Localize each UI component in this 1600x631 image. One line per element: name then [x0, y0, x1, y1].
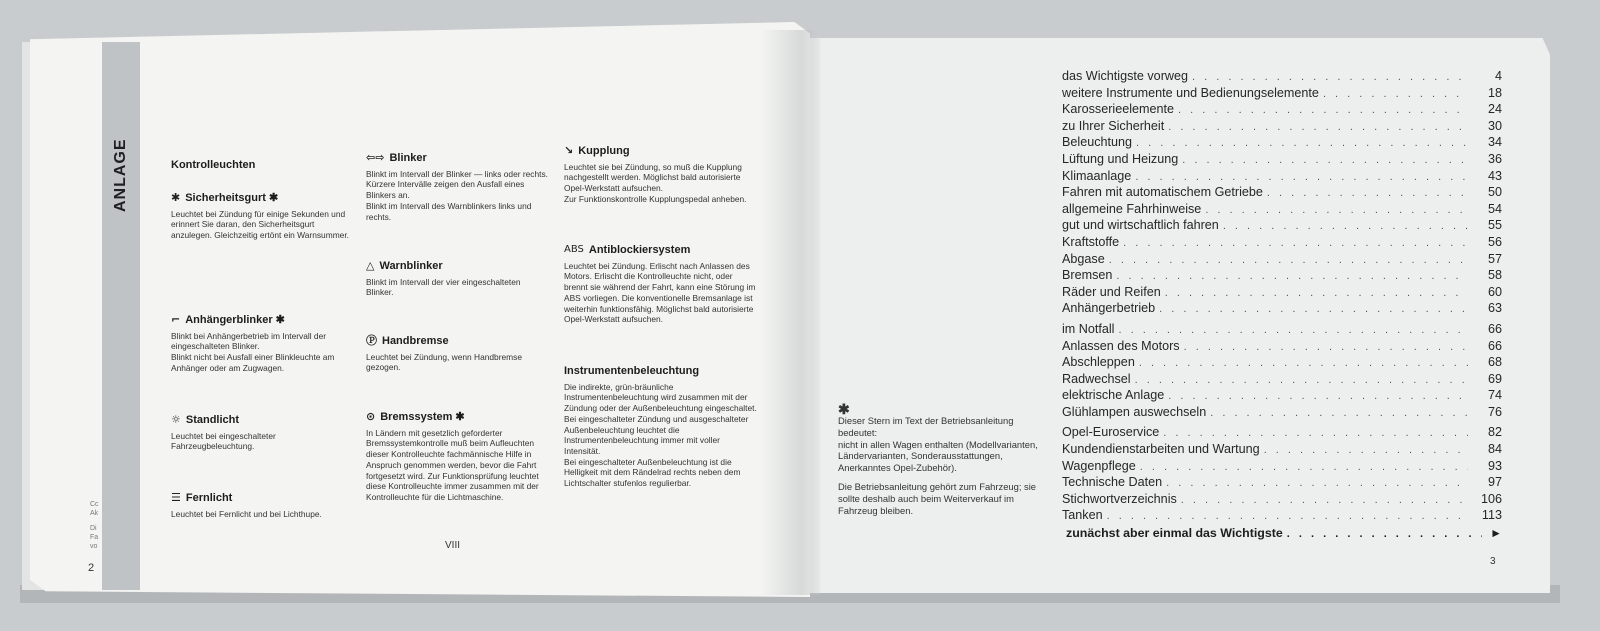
section-antiblockiersystem — [564, 245, 757, 325]
hazard-triangle-icon: △ — [366, 259, 375, 272]
asterisk-note — [838, 403, 1050, 523]
section-text: In Ländern mit gesetzlich geforderter Bremssystemkontrolle muß beim Aufleuchten dieser Kontrolleuchte fachmännische Hilfe in Anspruch genommen werden, bevor die Fahrt fortgesetzt wird. Zur Funktionsprüfung leuchtet diese Kontrolleuchte immer zusammen mit der Kontrolleuchte für die Lichtmaschine. — [366, 427, 539, 502]
parking-light-icon: ☼ — [171, 413, 181, 426]
toc-entry-page: 93 — [1487, 458, 1502, 473]
section-instrumentenbeleuchtung — [564, 366, 757, 489]
toc-entry-title: Karosserieelemente — [1062, 102, 1175, 117]
toc-entry-page: 97 — [1487, 475, 1502, 490]
book-gutter — [760, 30, 820, 595]
section-title: Antiblockiersystem — [588, 244, 691, 256]
toc-entry[interactable] — [1062, 442, 1502, 459]
toc-entry[interactable] — [1062, 119, 1502, 136]
column-2 — [366, 153, 548, 533]
toc-leader-dots — [1118, 324, 1468, 336]
toc-entry[interactable] — [1062, 252, 1502, 269]
toc-entry[interactable] — [1062, 218, 1502, 235]
toc-entry[interactable] — [1062, 69, 1502, 86]
toc-entry-page: 57 — [1487, 251, 1502, 266]
section-title: Anhängerblinker ✱ — [185, 314, 285, 326]
section-title: Warnblinker — [379, 260, 443, 272]
note-text: Dieser Stern im Text der Betriebsanleitung bedeutet: nicht in allen Wagen enthalten (Modellvarianten, Ländervarianten, Sonderausstattungen, Anerkanntes Opel-Zubehör). — [838, 415, 1038, 474]
section-anhaengerblinker — [171, 315, 353, 374]
toc-leader-dots — [1264, 444, 1468, 456]
brake-system-icon: ⊙ — [366, 410, 376, 423]
section-text: Die indirekte, grün-bräunliche Instrumentenbeleuchtung wird zusammen mit der Zündung oder der Außenbeleuchtung eingeschaltet. Bei eingeschalteter Zündung und ausgeschalteter Außenbeleuchtung leuchtet die Instrumentenbeleuchtung immer mit voller Intensität. Bei eingeschalteter Außenbeleuchtung ist die Helligkeit mit dem Rändelrad rechts neben dem Lichtschalter stufenlos regulierbar. — [564, 381, 757, 489]
high-beam-icon: ☰ — [171, 491, 181, 504]
toc-entry-page: 56 — [1487, 234, 1502, 249]
section-tab-label: ANLAGE — [112, 138, 129, 212]
trailer-indicator-icon: ⌐ — [171, 313, 181, 326]
toc-entry-title: zu Ihrer Sicherheit — [1062, 118, 1165, 133]
toc-entry[interactable] — [1062, 235, 1502, 252]
toc-leader-dots — [1135, 171, 1468, 183]
section-handbremse — [366, 336, 548, 373]
column-3 — [564, 146, 757, 536]
toc-entry-page: 55 — [1487, 218, 1502, 233]
toc-leader-dots — [1166, 477, 1468, 489]
toc-entry-title: Glühlampen auswechseln — [1062, 404, 1207, 419]
toc-entry-title: weitere Instrumente und Bedienungselemente — [1062, 85, 1319, 100]
toc-entry-title: allgemeine Fahrhinweise — [1062, 201, 1202, 216]
toc-entry-page: 69 — [1487, 371, 1502, 386]
table-of-contents — [1062, 69, 1502, 525]
toc-entry-page: 106 — [1480, 491, 1502, 506]
toc-entry[interactable] — [1062, 508, 1502, 525]
toc-entry-title: Beleuchtung — [1062, 135, 1133, 150]
toc-entry-title: Räder und Reifen — [1062, 284, 1161, 299]
toc-entry-page: 84 — [1487, 442, 1502, 457]
toc-leader-dots — [1192, 71, 1468, 83]
section-text: Blinkt im Intervall der Blinker — links oder rechts. Kürzere Intervälle zeigen den Ausfall eines Blinkers an. Blinkt im Intervall des Warnblinkers links und rechts. — [366, 168, 548, 222]
toc-entry-page: 74 — [1487, 388, 1502, 403]
note-text: Die Betriebsanleitung gehört zum Fahrzeug; sie sollte deshalb auch beim Weiterverkauf im Fahrzeug bleiben. — [838, 480, 1037, 516]
section-title: Fernlicht — [185, 492, 233, 504]
edge-mark: Ak — [90, 510, 99, 517]
section-text: Leuchtet bei Fernlicht und bei Lichthupe. — [171, 508, 322, 519]
section-standlicht — [171, 415, 353, 452]
toc-entry-page: 54 — [1487, 201, 1502, 216]
section-title: Blinker — [389, 152, 427, 164]
section-blinker — [366, 153, 548, 222]
toc-entry-page: 82 — [1487, 425, 1502, 440]
toc-entry[interactable] — [1062, 268, 1502, 285]
toc-entry-title: Abschleppen — [1062, 355, 1135, 370]
toc-entry[interactable] — [1062, 185, 1502, 202]
toc-entry-title: Wagenpflege — [1062, 458, 1136, 473]
toc-final-entry[interactable] — [1066, 526, 1502, 540]
section-text: Leuchtet bei eingeschalteter Fahrzeugbeleuchtung. — [171, 430, 276, 452]
toc-leader-dots — [1123, 237, 1468, 249]
toc-entry-title: Lüftung und Heizung — [1062, 151, 1179, 166]
toc-entry-page: 36 — [1487, 151, 1502, 166]
section-text: Leuchtet sie bei Zündung, so muß die Kupplung nachgestellt werden. Möglichst bald autorisierte Opel-Werkstatt aufsuchen. Zur Funktionskontrolle Kupplungspedal anheben. — [564, 161, 747, 204]
toc-entry-page: 113 — [1481, 508, 1502, 523]
toc-entry-page: 63 — [1487, 301, 1502, 316]
edge-mark: vo — [90, 543, 98, 550]
toc-leader-dots — [1323, 88, 1468, 100]
toc-entry[interactable] — [1062, 102, 1502, 119]
toc-leader-dots — [1181, 494, 1468, 506]
toc-entry-page: 18 — [1487, 85, 1502, 100]
toc-entry-title: Anlassen des Motors — [1062, 338, 1180, 353]
section-warnblinker — [366, 261, 548, 298]
toc-leader-dots — [1168, 121, 1468, 133]
edge-mark: Fa — [90, 534, 99, 541]
section-text: Blinkt bei Anhängerbetrieb im Intervall der eingeschalteten Blinker. Blinkt nicht bei Ausfall einer Blinkleuchte am Anhänger oder am Zugwagen. — [171, 330, 335, 373]
section-tab-bar — [102, 42, 140, 590]
abs-icon: ABS — [564, 244, 584, 255]
toc-entry-page: 43 — [1487, 168, 1502, 183]
toc-entry[interactable] — [1062, 425, 1502, 442]
toc-entry[interactable] — [1062, 492, 1502, 509]
section-text: Leuchtet bei Zündung für einige Sekunden und erinnert Sie daran, den Sicherheitsgurt anzulegen. Gleichzeitig ertönt ein Warnsummer. — [171, 208, 349, 241]
toc-entry[interactable] — [1062, 475, 1502, 492]
toc-entry-page: 4 — [1494, 69, 1502, 83]
toc-entry-title: Anhängerbetrieb — [1062, 301, 1156, 316]
toc-entry-title: elektrische Anlage — [1062, 388, 1165, 403]
toc-leader-dots — [1168, 390, 1468, 402]
toc-leader-dots — [1210, 407, 1468, 419]
toc-entry[interactable] — [1062, 301, 1502, 318]
toc-entry-title: im Notfall — [1062, 321, 1115, 336]
seatbelt-icon: ✱ — [171, 191, 181, 204]
toc-entry-page: 68 — [1487, 355, 1502, 370]
asterisk-icon: ✱ — [838, 401, 850, 417]
toc-entry[interactable] — [1062, 322, 1502, 339]
toc-leader-dots — [1140, 461, 1468, 473]
turn-signal-icon: ⇦⇨ — [366, 151, 385, 164]
toc-entry-page: 58 — [1487, 268, 1502, 283]
section-title: Sicherheitsgurt ✱ — [185, 192, 279, 204]
toc-entry[interactable] — [1062, 152, 1502, 169]
toc-entry-page: 34 — [1487, 135, 1502, 150]
toc-entry-title: Abgase — [1062, 251, 1105, 266]
toc-entry[interactable] — [1062, 405, 1502, 422]
toc-entry-title: gut und wirtschaftlich fahren — [1062, 218, 1219, 233]
toc-entry-page: 66 — [1487, 321, 1502, 336]
section-text: Leuchtet bei Zündung. Erlischt nach Anlassen des Motors. Erlischt die Kontrolleuchte nicht, oder brennt sie während der Fahrt, kann eine Störung im ABS vorliegen. Die konventionelle Bremsanlage ist weiterhin funktionsfähig. Möglichst bald autorisierte Opel-Werkstatt aufsuchen. — [564, 260, 756, 325]
page-number-right: 3 — [1490, 556, 1496, 567]
edge-mark: Cc — [90, 501, 99, 508]
toc-entry-title: Fahren mit automatischem Getriebe — [1062, 185, 1263, 200]
toc-entry-page: 24 — [1487, 102, 1502, 117]
toc-entry-title: Opel-Euroservice — [1062, 425, 1160, 440]
toc-entry-title: Radwechsel — [1062, 371, 1131, 386]
section-title: Handbremse — [382, 335, 449, 347]
toc-leader-dots — [1116, 270, 1468, 282]
page-heading: Kontrolleuchten — [171, 159, 256, 171]
toc-entry-page: 30 — [1487, 118, 1502, 133]
edge-mark: Di — [90, 525, 97, 532]
toc-entry-page: 66 — [1487, 338, 1502, 353]
section-text: Blinkt im Intervall der vier eingeschalteten Blinker. — [366, 276, 521, 298]
toc-entry[interactable] — [1062, 285, 1502, 302]
toc-leader-dots — [1165, 287, 1468, 299]
toc-leader-dots — [1184, 341, 1468, 353]
toc-final-title: zunächst aber einmal das Wichtigste — [1066, 526, 1283, 540]
toc-leader-dots — [1223, 220, 1468, 232]
toc-entry[interactable] — [1062, 339, 1502, 356]
toc-leader-dots — [1267, 187, 1468, 199]
toc-entry-page: 50 — [1487, 185, 1502, 200]
toc-entry-title: Stichwortverzeichnis — [1062, 491, 1177, 506]
toc-leader-dots — [1163, 427, 1468, 439]
toc-entry[interactable] — [1062, 388, 1502, 405]
toc-leader-dots — [1205, 204, 1468, 216]
section-kupplung — [564, 146, 757, 205]
toc-entry[interactable] — [1062, 169, 1502, 186]
toc-entry-title: Kundendienstarbeiten und Wartung — [1062, 442, 1260, 457]
toc-entry[interactable] — [1062, 135, 1502, 152]
clutch-icon: ↘ — [564, 144, 574, 157]
section-bremssystem — [366, 412, 548, 503]
toc-leader-dots — [1159, 303, 1468, 315]
toc-leader-dots — [1139, 357, 1468, 369]
toc-leader-dots — [1178, 104, 1468, 116]
arrow-right-icon: ► — [1490, 526, 1502, 540]
toc-entry-title: Technische Daten — [1062, 475, 1163, 490]
toc-entry[interactable] — [1062, 459, 1502, 476]
toc-leader-dots — [1135, 374, 1468, 386]
parking-brake-icon: Ⓟ — [366, 334, 377, 347]
toc-leader-dots — [1182, 154, 1468, 166]
toc-entry-title: Klimaanlage — [1062, 168, 1132, 183]
page-number-left: 2 — [88, 562, 95, 574]
toc-entry[interactable] — [1062, 86, 1502, 103]
toc-leader-dots — [1107, 510, 1468, 522]
toc-entry-title: Bremsen — [1062, 268, 1113, 283]
toc-entry-page: 60 — [1487, 284, 1502, 299]
section-title: Standlicht — [185, 414, 240, 426]
toc-entry-title: Kraftstoffe — [1062, 234, 1120, 249]
section-title: Instrumentenbeleuchtung — [564, 365, 700, 377]
section-text: Leuchtet bei Zündung, wenn Handbremse gezogen. — [366, 351, 522, 373]
toc-entry[interactable] — [1062, 355, 1502, 372]
column-1 — [171, 158, 353, 538]
toc-entry[interactable] — [1062, 202, 1502, 219]
toc-leader-dots — [1287, 528, 1482, 540]
section-fernlicht — [171, 493, 353, 519]
toc-leader-dots — [1136, 137, 1468, 149]
toc-entry-title: das Wichtigste vorweg — [1062, 69, 1188, 83]
roman-page-number: VIII — [445, 540, 461, 551]
section-title: Kupplung — [578, 145, 630, 157]
toc-entry[interactable] — [1062, 372, 1502, 389]
section-sicherheitsgurt — [171, 193, 353, 241]
section-title: Bremssystem ✱ — [380, 411, 465, 423]
toc-leader-dots — [1109, 254, 1468, 266]
toc-entry-title: Tanken — [1062, 508, 1103, 523]
toc-entry-page: 76 — [1487, 404, 1502, 419]
